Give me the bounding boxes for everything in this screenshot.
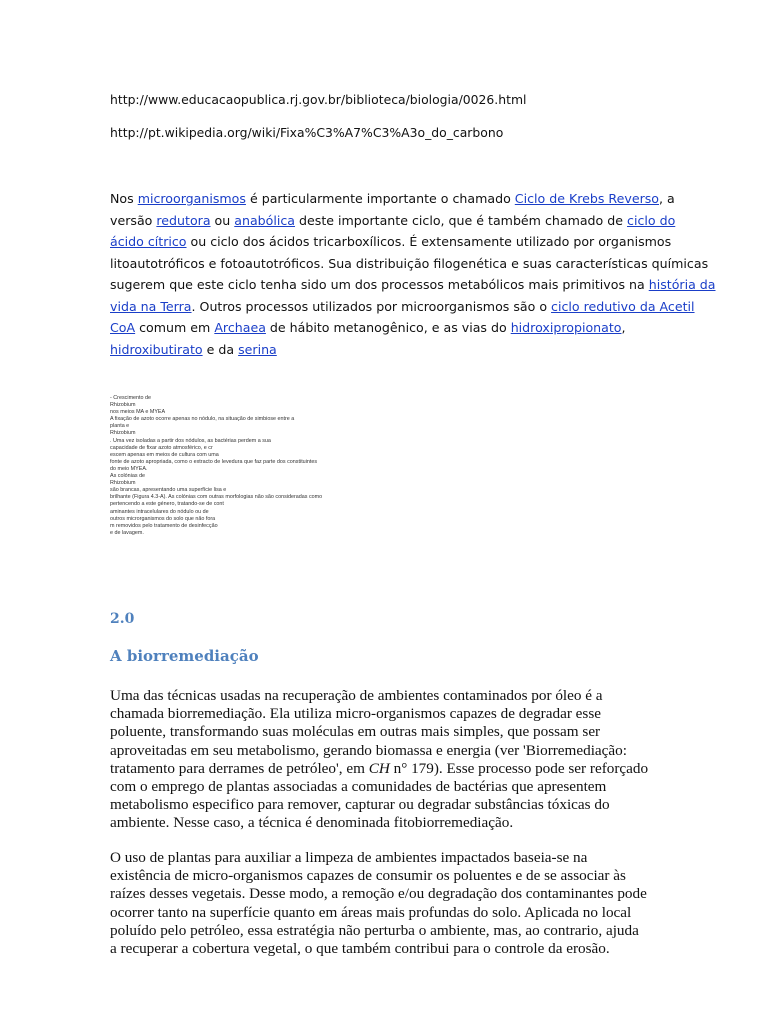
text-line: com o emprego de plantas associadas a comunidades de bactérias que apresentem: [110, 778, 607, 796]
text-line: [110, 274, 716, 296]
note-line: e de lavagem.: [110, 529, 144, 536]
text: é particularmente importante o chamado: [245, 191, 515, 206]
note-line: são brancas, apresentando uma superfície lisa e: [110, 487, 227, 494]
link-ciclo-redutivo-acetil-coa-part1[interactable]: ciclo redutivo da Acetil: [551, 298, 695, 314]
note-line: planta e: [110, 423, 130, 430]
link-anabolica[interactable]: anabólica: [234, 212, 296, 228]
text-line: aproveitadas em seu metabolismo, gerando biomassa e energia (ver 'Biorremediação:: [110, 741, 627, 759]
link-archaea[interactable]: Archaea: [214, 320, 266, 335]
text: , a: [659, 191, 675, 206]
note-line: As colónias de: [110, 473, 146, 480]
link-hidroxipropionato[interactable]: hidroxipropionato: [510, 320, 622, 335]
text: versão: [110, 212, 157, 228]
link-redutora[interactable]: redutora: [156, 212, 211, 228]
text-line: [110, 339, 670, 361]
text-line: [110, 231, 670, 253]
text: Nos: [110, 191, 138, 206]
link-ciclo-do-acido-citrico-part2[interactable]: ácido cítrico: [110, 234, 187, 249]
note-line: . Uma vez isoladas a partir dos nódulos, as bactérias perdem a sua: [110, 437, 271, 444]
note-line: m removidos pelo tratamento de desinfecção: [110, 522, 218, 529]
text: comum em: [135, 320, 215, 335]
text-line: ocorrer tanto na superfície quanto em áreas mais profundas do solo. Aplicada no local: [110, 903, 632, 921]
rhizobium-note-block: [110, 395, 430, 537]
biorremediacao-paragraph-1: [110, 687, 670, 833]
note-line: - Crescimento de: [110, 395, 152, 401]
text-line: poluído pelo petróleo, essa estratégia não perturba o ambiente, mas, ao contrario, ajuda: [110, 921, 639, 939]
text: ou ciclo dos ácidos tricarboxílicos. É extensamente utilizado por organismos: [186, 234, 672, 249]
link-microorganismos[interactable]: microorganismos: [137, 191, 246, 206]
section-number: 2.0: [110, 611, 135, 627]
text: ,: [621, 320, 626, 335]
text: e da: [202, 341, 239, 357]
text-line: [110, 296, 695, 318]
note-line: pertencendo a este género, tratando-se de cont: [110, 501, 224, 508]
text-line: metabolismo especifico para remover, capturar ou degradar substâncias tóxicas do: [110, 796, 610, 814]
link-historia-da-vida-part2[interactable]: vida na Terra: [110, 298, 192, 314]
note-line: aminantes intracelulares do nódulo ou de: [110, 508, 209, 515]
note-line: do meio MYEA.: [110, 465, 148, 472]
text-line: [110, 317, 670, 339]
note-line: escem apenas em meios de cultura com uma: [110, 451, 219, 458]
text-line: existência de micro-organismos capazes de consumir os poluentes e de se associar às: [110, 867, 626, 885]
text-line: litoautotróficos e fotoautotróficos. Sua distribuição filogenética e suas características químicas: [110, 255, 709, 271]
krebs-cycle-paragraph: [110, 188, 716, 360]
text-line: Uma das técnicas usadas na recuperação de ambientes contaminados por óleo é a: [110, 687, 603, 704]
text-line: chamada biorremediação. Ela utiliza micro-organismos capazes de degradar esse: [110, 705, 601, 723]
note-line: outros microrganismos do solo que não fora: [110, 515, 216, 522]
link-ciclo-redutivo-acetil-coa-part2[interactable]: CoA: [110, 320, 136, 335]
text: . Outros processos utilizados por microorganismos são o: [191, 298, 552, 314]
text: ou: [210, 212, 235, 228]
note-line: fonte de azoto apropriada, como o extracto de levedura que faz parte dos constituintes: [110, 458, 318, 465]
biorremediacao-paragraph-2: [110, 849, 670, 958]
text-line: poluente, transformando suas moléculas em outras mais simples, que possam ser: [110, 723, 601, 741]
link-ciclo-do-acido-citrico-part1[interactable]: ciclo do: [627, 212, 676, 228]
text-line: raízes desses vegetais. Desse modo, a remoção e/ou degradação dos contaminantes pode: [110, 885, 647, 903]
text: sugerem que este ciclo tenha sido um dos processos metabólicos mais primitivos na: [110, 277, 649, 292]
text-line: [110, 188, 675, 210]
text: de hábito metanogênico, e as vias do: [265, 320, 511, 335]
link-serina[interactable]: serina: [238, 341, 277, 357]
text-line: O uso de plantas para auxiliar a limpeza de ambientes impactados baseia-se na: [110, 849, 588, 866]
ch-italic: CH: [368, 759, 390, 777]
link-hidroxibutirato[interactable]: hidroxibutirato: [110, 341, 203, 357]
section-title: A biorremediação: [110, 647, 259, 665]
note-line: capacidade de fixar azoto atmosférico, e cr: [110, 444, 213, 451]
note-line: Rhizobium: [110, 480, 136, 487]
text: deste importante ciclo, que é também chamado de: [295, 212, 628, 228]
text-line: [110, 210, 676, 232]
text: tratamento para derrames de petróleo', em: [110, 759, 369, 777]
text-line: ambiente. Nesse caso, a técnica é denominada fitobiorremediação.: [110, 814, 514, 832]
reference-url-1: http://www.educacaopublica.rj.gov.br/biblioteca/biologia/0026.html: [110, 92, 527, 107]
note-line: A fixação de azoto ocorre apenas no nódulo, na situação de simbiose entre a: [110, 416, 295, 423]
reference-url-2: http://pt.wikipedia.org/wiki/Fixa%C3%A7%C3%A3o_do_carbono: [110, 125, 504, 140]
note-line: nos meios MA e MYEA: [110, 409, 166, 416]
text-line: a recuperar a cobertura vegetal, o que também contribui para o controle da erosão.: [110, 940, 610, 958]
link-ciclo-de-krebs-reverso[interactable]: Ciclo de Krebs Reverso: [514, 191, 660, 206]
text-line: [110, 760, 670, 778]
note-line: Rhizobium: [110, 402, 136, 409]
note-line: brilhante (Figura 4.3-A). As colónias com outras morfologias não são consideradas como: [110, 494, 323, 501]
text: n° 179). Esse processo pode ser reforçado: [389, 759, 649, 777]
note-line: Rhizobium: [110, 430, 136, 437]
link-historia-da-vida-part1[interactable]: história da: [648, 277, 716, 292]
